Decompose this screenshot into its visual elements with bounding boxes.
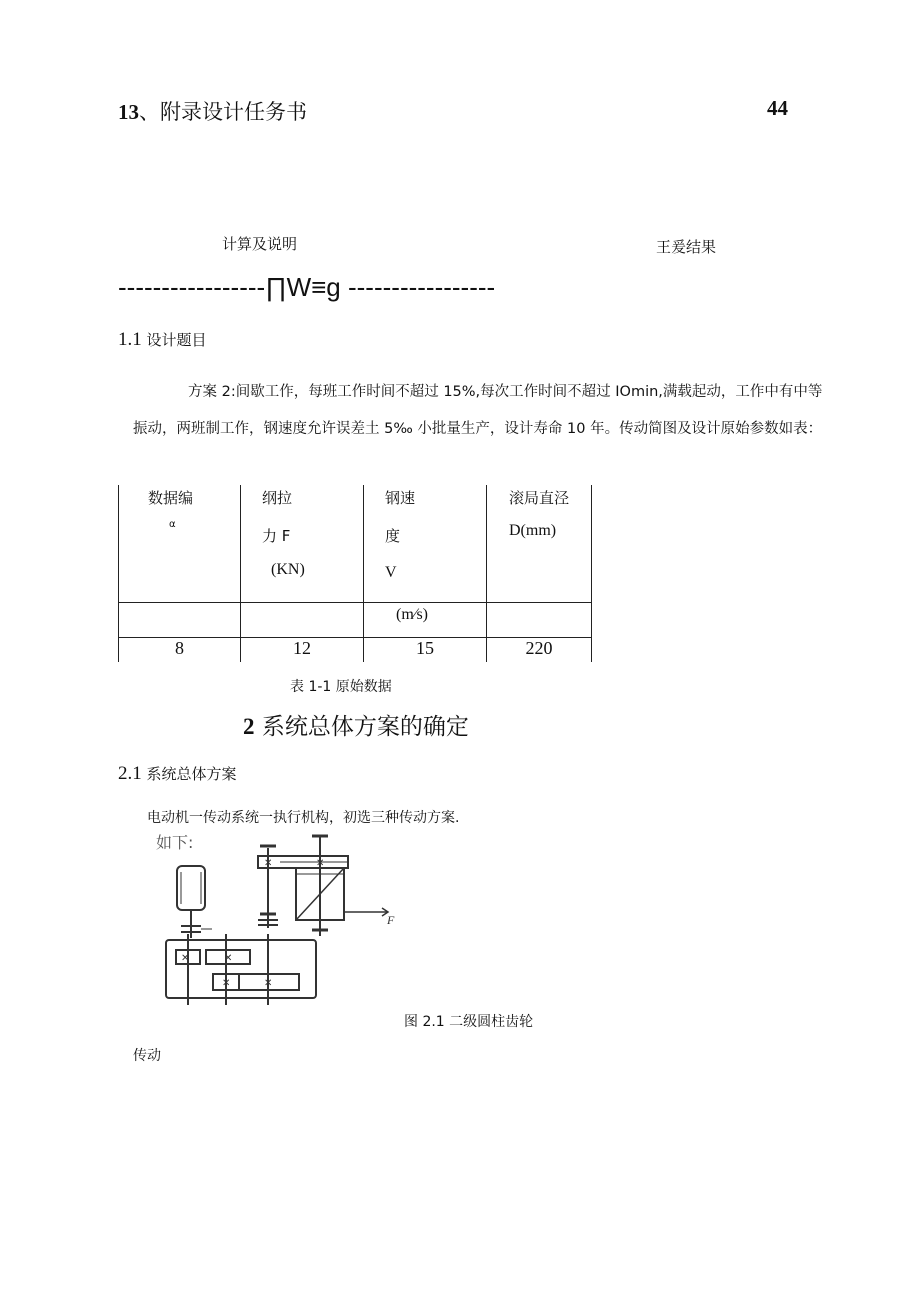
toc-number: 13 — [118, 100, 139, 124]
toc-page-number: 44 — [767, 96, 788, 120]
header-diameter-unit: D(mm) — [509, 522, 557, 539]
cell-force: 12 — [241, 638, 364, 663]
toc-entry — [118, 96, 307, 126]
design-paragraph: 方案 2:间歇工作，每班工作时间不超过 15%,每次工作时间不超过 IOmin,满载起动，工作中有中等振动，两班制工作，钢速度允许误差土 5‰ 小批量生产，设计寿命 10 年。传动简图及设计原始参数如表： — [133, 384, 823, 437]
header-speed-line2: 度 — [385, 527, 401, 545]
header-force-unit: (KN) — [271, 561, 305, 578]
scheme-text: 电动机一传动系统一执行机构，初选三种传动方案. — [147, 810, 460, 826]
data-table — [118, 485, 592, 662]
section-title: 设计题目 — [146, 331, 207, 349]
header-force: 纲拉 — [262, 489, 293, 507]
svg-text:✕: ✕ — [264, 978, 273, 989]
header-speed-unit: (m⁄s) — [396, 606, 428, 623]
chapter-title: 系统总体方案的确定 — [261, 714, 469, 740]
header-diameter: 滚局直泾 — [509, 489, 570, 507]
header-speed-symbol: V — [385, 564, 397, 581]
header-speed: 钢速 — [385, 489, 416, 507]
table-row — [119, 638, 592, 663]
figure-label: 如下: — [156, 833, 194, 852]
svg-text:✕: ✕ — [181, 953, 190, 964]
section-title: 系统总体方案 — [146, 765, 237, 783]
header-data-no: 数据编 — [148, 489, 194, 507]
divider-line: -----------------∏W≡g ----------------- — [118, 272, 496, 302]
cell-data-no: 8 — [119, 638, 241, 663]
section-number: 2.1 — [118, 763, 142, 784]
figure-caption: 图 2.1 二级圆柱齿轮 — [404, 1014, 534, 1030]
svg-text:✕: ✕ — [222, 978, 231, 989]
svg-text:✕: ✕ — [264, 858, 273, 869]
column-header-result: 王爰结果 — [656, 238, 717, 256]
section-number: 1.1 — [118, 329, 142, 350]
svg-text:✕: ✕ — [224, 953, 233, 964]
cell-speed: 15 — [364, 638, 487, 663]
section-2-1-heading — [118, 763, 237, 785]
chapter-number: 2 — [243, 714, 255, 739]
transmission-diagram — [150, 828, 410, 1008]
figure-caption-continued: 传动 — [133, 1048, 161, 1064]
svg-text:✕: ✕ — [316, 858, 325, 869]
toc-title: 、附录设计任务书 — [139, 100, 307, 124]
column-header-calculation: 计算及说明 — [222, 235, 298, 253]
header-force-line2: 力 F — [262, 527, 291, 545]
force-label: F — [387, 913, 395, 927]
section-1-1-heading — [118, 329, 207, 351]
chapter-2-heading — [243, 708, 469, 741]
cell-diameter: 220 — [487, 638, 592, 663]
table-caption: 表 1-1 原始数据 — [290, 679, 392, 695]
header-data-no-suffix: α — [169, 519, 176, 530]
